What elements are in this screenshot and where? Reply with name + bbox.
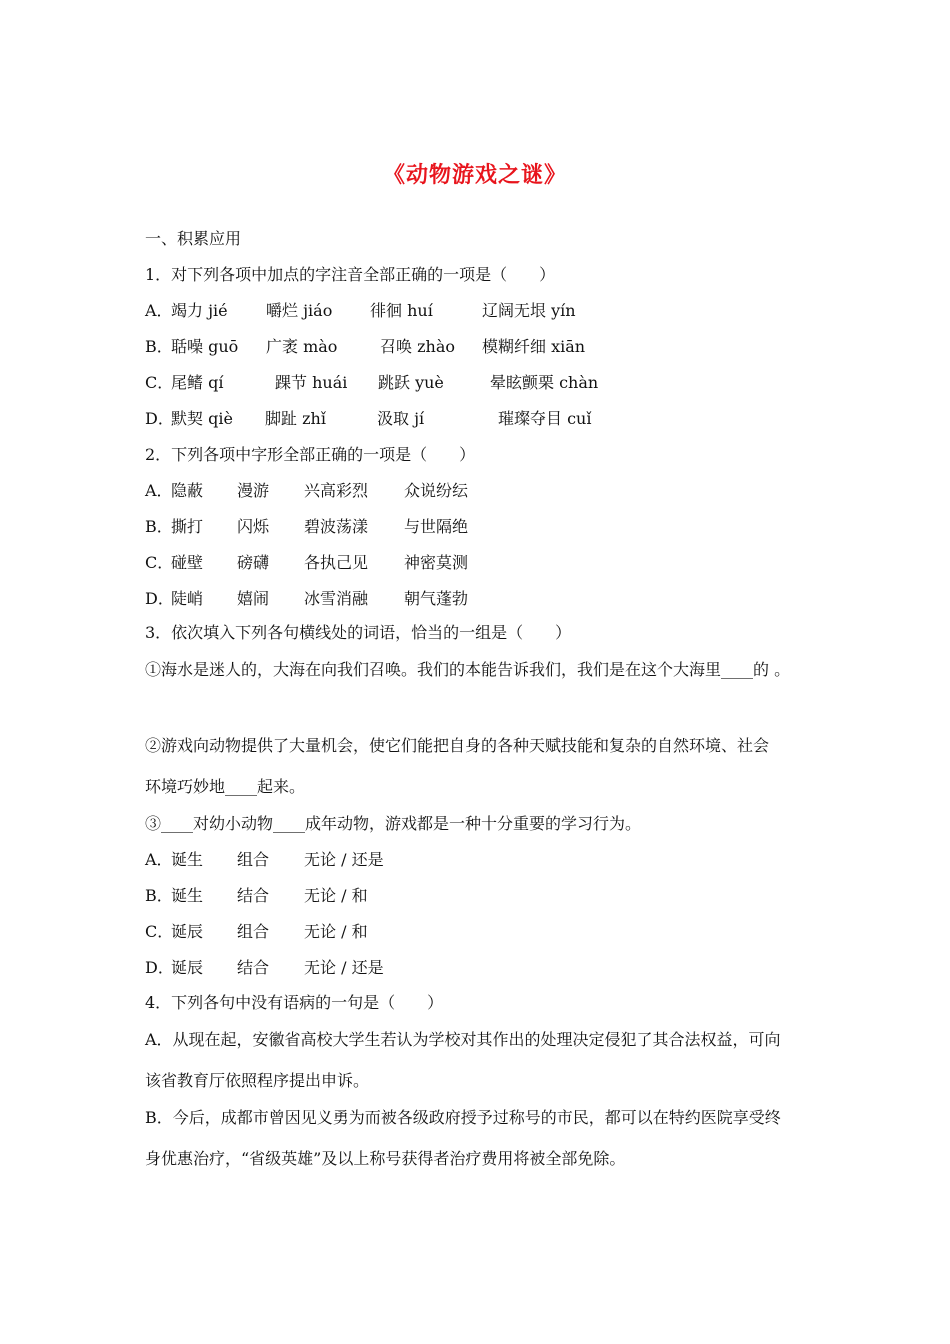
q3-sentence-3: ③____对幼小动物____成年动物，游戏都是一种十分重要的学习行为。 [145,814,642,833]
q4-option-b: B．今后，成都市曾因见义勇为而被各级政府授予过称号的市民，都可以在特约医院享受终 [145,1108,781,1127]
option-item: 晕眩颤栗 chàn [490,373,599,392]
option-item: 无论 / 还是 [304,958,384,977]
option-item: 闪烁 [237,517,270,536]
option-item: 徘徊 huí [370,301,433,320]
option-item: 脚趾 zhǐ [265,409,326,428]
option-item: 组合 [237,922,270,941]
option-item: 诞辰 [171,958,204,977]
option-item: 聒噪 guō [171,337,239,356]
option-item: 踝节 huái [275,373,348,392]
option-item: 碰壁 [171,553,204,572]
option-item: 竭力 jié [171,301,228,320]
option-label: A． [145,850,173,869]
option-item: 无论 / 还是 [304,850,384,869]
option-label: C． [145,373,174,392]
option-item: 模糊纤细 xiān [482,337,586,356]
q4-option-a-cont: 该省教育厅依照程序提出申诉。 [145,1071,370,1090]
option-item: 默契 qiè [171,409,233,428]
option-item: 朝气蓬勃 [404,589,469,608]
option-item: 碧波荡漾 [304,517,369,536]
option-label: D． [145,589,174,608]
q3-sentence-1: ①海水是迷人的，大海在向我们召唤。我们的本能告诉我们，我们是在这个大海里____的 。 [145,660,791,679]
option-label: C． [145,922,174,941]
option-item: 结合 [237,958,270,977]
option-item: 漫游 [237,481,270,500]
option-item: 诞辰 [171,922,204,941]
option-item: 众说纷纭 [404,481,469,500]
option-item: 嚼烂 jiáo [266,301,333,320]
option-item: 与世隔绝 [404,517,469,536]
document-title: 《动物游戏之谜》 [382,163,567,188]
option-label: B． [145,886,173,905]
option-label: A． [145,301,173,320]
option-label: C． [145,553,174,572]
option-item: 组合 [237,850,270,869]
option-item: 神密莫测 [404,553,469,572]
option-item: 诞生 [171,886,204,905]
q3-sentence-2: ②游戏向动物提供了大量机会，使它们能把自身的各种天赋技能和复杂的自然环境、社会 [145,736,770,755]
option-item: 汲取 jí [377,409,425,428]
option-item: 撕打 [171,517,204,536]
option-item: 陡峭 [171,589,204,608]
option-item: 尾鳍 qí [171,373,224,392]
option-item: 无论 / 和 [304,922,368,941]
question-2-stem: 2．下列各项中字形全部正确的一项是（ ） [145,445,476,464]
option-label: B． [145,337,173,356]
option-label: D． [145,409,174,428]
q4-option-b-cont: 身优惠治疗，“省级英雄”及以上称号获得者治疗费用将被全部免除。 [145,1149,626,1168]
question-1-stem: 1．对下列各项中加点的字注音全部正确的一项是（ ） [145,265,556,284]
option-item: 兴高彩烈 [304,481,369,500]
option-item: 隐蔽 [171,481,204,500]
option-item: 磅礴 [237,553,270,572]
option-label: A． [145,481,173,500]
question-4-stem: 4．下列各句中没有语病的一句是（ ） [145,993,444,1012]
option-item: 诞生 [171,850,204,869]
option-item: 广袤 mào [266,337,338,356]
option-item: 结合 [237,886,270,905]
option-label: D． [145,958,174,977]
option-item: 召唤 zhào [380,337,455,356]
option-item: 冰雪消融 [304,589,369,608]
section-heading: 一、积累应用 [145,229,242,248]
option-item: 无论 / 和 [304,886,368,905]
option-item: 各执己见 [304,553,369,572]
option-label: B． [145,517,173,536]
option-item: 璀璨夺目 cuǐ [498,409,592,428]
option-item: 辽阔无垠 yín [482,301,576,320]
q3-sentence-2-cont: 环境巧妙地____起来。 [145,777,306,796]
option-item: 嬉闹 [237,589,270,608]
option-item: 跳跃 yuè [378,373,444,392]
q4-option-a: A．从现在起，安徽省高校大学生若认为学校对其作出的处理决定侵犯了其合法权益，可向 [145,1030,781,1049]
question-3-stem: 3．依次填入下列各句横线处的词语，恰当的一组是（ ） [145,623,572,642]
